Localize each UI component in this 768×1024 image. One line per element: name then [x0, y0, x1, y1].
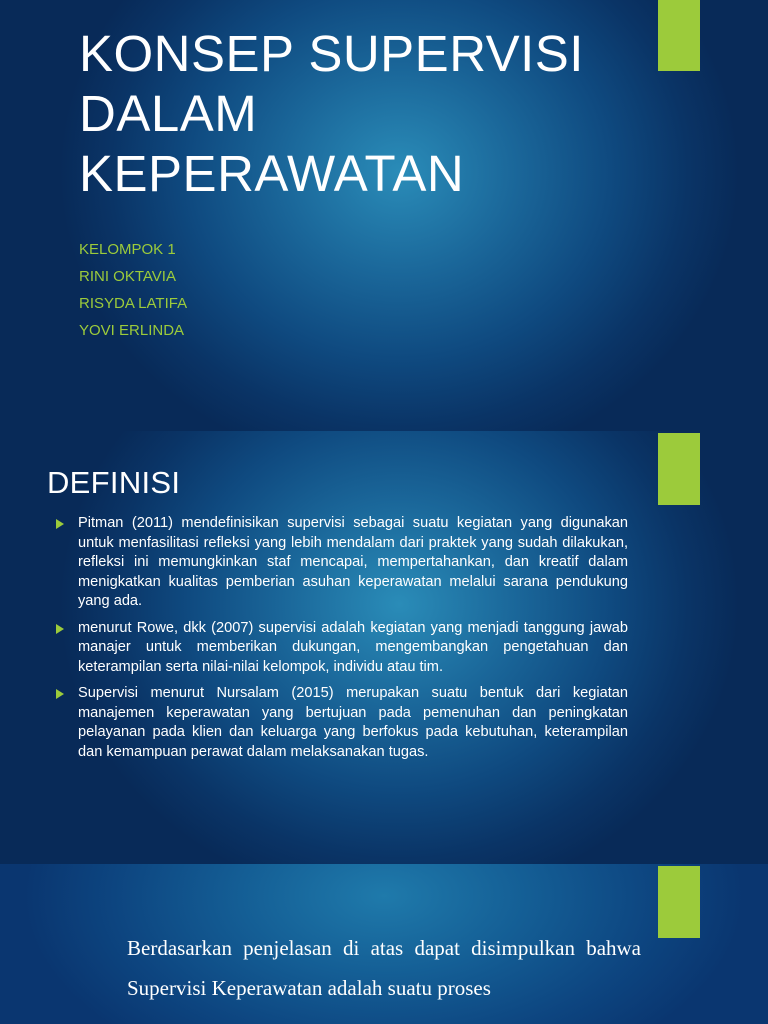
- title-line: DALAM: [79, 85, 258, 142]
- definition-list: [56, 514, 628, 769]
- slide-heading: DEFINISI: [47, 465, 181, 500]
- triangle-bullet-icon: [56, 689, 64, 699]
- accent-bar: [658, 866, 700, 938]
- triangle-bullet-icon: [56, 519, 64, 529]
- title-line: KONSEP SUPERVISI: [79, 25, 584, 82]
- definition-item: [56, 514, 628, 612]
- definition-text: Pitman (2011) mendefinisikan supervisi sebagai suatu kegiatan yang digunakan untuk menfasilitasi refleksi yang lebih mendalam dari praktek yang sudah dilakukan, refleksi ini memungkinkan staf mencapai, mempertahankan, dan kreatif dalam menigkatkan kualitas pemberian asuhan keperawatan melalui sarana pendukung yang ada.: [78, 515, 628, 609]
- member-list: [79, 236, 187, 344]
- member-item: RINI OKTAVIA: [79, 268, 176, 285]
- member-item: KELOMPOK 1: [79, 241, 176, 258]
- slide-title: [0, 0, 768, 431]
- definition-text: menurut Rowe, dkk (2007) supervisi adalah kegiatan yang menjadi tanggung jawab manajer untuk memberikan dukungan, mengembangkan pengetahuan dan keterampilan serta nilai-nilai kelompok, individu atau tim.: [78, 619, 628, 675]
- conclusion-text: Berdasarkan penjelasan di atas dapat disimpulkan bahwa Supervisi Keperawatan adalah suatu proses: [127, 936, 641, 1000]
- accent-bar: [658, 0, 700, 71]
- accent-bar: [658, 433, 700, 505]
- triangle-bullet-icon: [56, 624, 64, 634]
- definition-item: [56, 619, 628, 678]
- definition-item: [56, 684, 628, 762]
- slide-kesimpulan: [0, 864, 768, 1024]
- member-item: RISYDA LATIFA: [79, 295, 188, 312]
- member-item: YOVI ERLINDA: [79, 322, 185, 339]
- definition-text: Supervisi menurut Nursalam (2015) merupakan suatu bentuk dari kegiatan manajemen keperawatan yang bertujuan pada pemenuhan dan peningkatan pelayanan pada klien dan keluarga yang berfokus pada kebutuhan, keterampilan dan kemampuan perawat dalam melaksanakan tugas.: [78, 685, 628, 760]
- slide-title-heading: [79, 24, 639, 204]
- title-line: KEPERAWATAN: [79, 145, 465, 202]
- slide-definisi: [0, 431, 768, 864]
